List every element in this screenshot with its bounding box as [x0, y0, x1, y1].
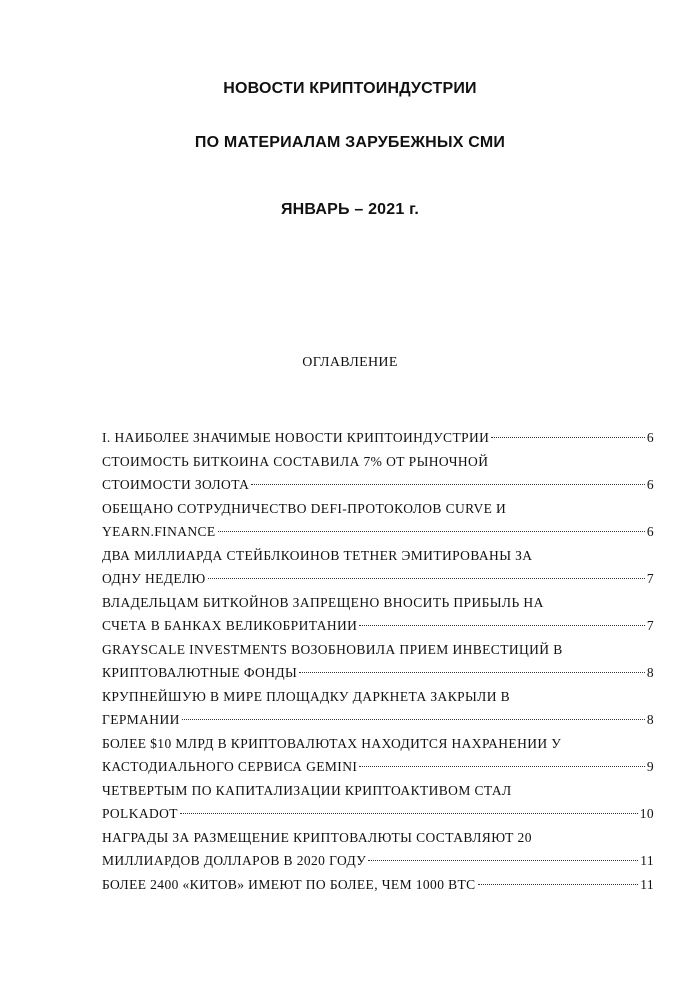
- toc-entry-line: [102, 567, 654, 590]
- dot-leader: [359, 765, 645, 767]
- toc-entry-title-line: ДВА МИЛЛИАРДА СТЕЙБЛКОИНОВ TETHER ЭМИТИРОВАНЫ ЗА: [102, 548, 533, 563]
- toc-entry-title-line: ОБЕЩАНО СОТРУДНИЧЕСТВО DEFI-ПРОТОКОЛОВ CURVE И: [102, 501, 507, 516]
- toc-heading: ОГЛАВЛЕНИЕ: [302, 355, 398, 370]
- toc-entry-line: [102, 661, 654, 684]
- toc-page-number: 6: [646, 524, 654, 539]
- toc-entry-line: [102, 755, 654, 778]
- toc-page-number: 6: [646, 477, 654, 492]
- toc-page-number: 7: [646, 571, 654, 586]
- toc-entry-title: YEARN.FINANCE: [102, 524, 216, 539]
- toc-page-number: 8: [646, 665, 654, 680]
- toc-entry-line: [102, 849, 654, 872]
- toc-entry-title-line: ВЛАДЕЛЬЦАМ БИТКОЙНОВ ЗАПРЕЩЕНО ВНОСИТЬ ПРИБЫЛЬ НА: [102, 595, 544, 610]
- toc-entry-title: I. НАИБОЛЕЕ ЗНАЧИМЫЕ НОВОСТИ КРИПТОИНДУСТРИИ: [102, 430, 490, 445]
- toc-entry-title: POLKADOT: [102, 806, 178, 821]
- toc-entry-title: БОЛЕЕ 2400 «КИТОВ» ИМЕЮТ ПО БОЛЕЕ, ЧЕМ 1000 BTC: [102, 877, 476, 892]
- dot-leader: [359, 624, 645, 626]
- toc-page-number: 6: [646, 430, 654, 445]
- toc-entry-title-line: БОЛЕЕ $10 МЛРД В КРИПТОВАЛЮТАХ НАХОДИТСЯ НАХРАНЕНИИ У: [102, 736, 562, 751]
- toc-entry-title: ОДНУ НЕДЕЛЮ: [102, 571, 206, 586]
- toc-entry[interactable]: [102, 638, 654, 684]
- dot-leader: [368, 859, 638, 861]
- toc-entry-title: СЧЕТА В БАНКАХ ВЕЛИКОБРИТАНИИ: [102, 618, 358, 633]
- toc-page-number: 10: [639, 806, 654, 821]
- toc-entry-title-line: НАГРАДЫ ЗА РАЗМЕЩЕНИЕ КРИПТОВАЛЮТЫ СОСТАВЛЯЮТ 20: [102, 830, 532, 845]
- toc-page-number: 8: [646, 712, 654, 727]
- toc-entry-title-line: КРУПНЕЙШУЮ В МИРЕ ПЛОЩАДКУ ДАРКНЕТА ЗАКРЫЛИ В: [102, 689, 511, 704]
- dot-leader: [299, 671, 645, 673]
- dot-leader: [251, 483, 645, 485]
- dot-leader: [182, 718, 645, 720]
- dot-leader: [180, 812, 638, 814]
- toc-entry-line: [102, 802, 654, 825]
- toc-entry[interactable]: [102, 497, 654, 543]
- dot-leader: [478, 883, 639, 885]
- dot-leader: [218, 530, 645, 532]
- toc-entry[interactable]: [102, 544, 654, 590]
- dot-leader: [491, 436, 645, 438]
- toc-entry-line: [102, 426, 654, 449]
- toc-entry[interactable]: [102, 685, 654, 731]
- toc-entry[interactable]: [102, 591, 654, 637]
- dot-leader: [208, 577, 645, 579]
- toc-entry[interactable]: [102, 873, 654, 896]
- toc-page-number: 11: [640, 877, 654, 892]
- toc-entry-title: СТОИМОСТИ ЗОЛОТА: [102, 477, 250, 492]
- toc-entry[interactable]: [102, 426, 654, 449]
- toc-entry-title: КАСТОДИАЛЬНОГО СЕРВИСА GEMINI: [102, 759, 358, 774]
- toc-entry[interactable]: [102, 779, 654, 825]
- toc-entry[interactable]: [102, 450, 654, 496]
- document-subtitle: ПО МАТЕРИАЛАМ ЗАРУБЕЖНЫХ СМИ: [194, 134, 506, 151]
- toc-entry-line: [102, 708, 654, 731]
- toc-entry-line: [102, 873, 654, 896]
- toc-entry-line: [102, 614, 654, 637]
- toc-entry-line: [102, 473, 654, 496]
- toc-entry-title: ГЕРМАНИИ: [102, 712, 180, 727]
- toc-entry-title: КРИПТОВАЛЮТНЫЕ ФОНДЫ: [102, 665, 298, 680]
- toc-entry[interactable]: [102, 732, 654, 778]
- document-title: НОВОСТИ КРИПТОИНДУСТРИИ: [223, 80, 477, 97]
- document-period: ЯНВАРЬ – 2021 г.: [280, 201, 420, 218]
- toc-page-number: 11: [640, 853, 654, 868]
- toc-entry-title-line: ЧЕТВЕРТЫМ ПО КАПИТАЛИЗАЦИИ КРИПТОАКТИВОМ СТАЛ: [102, 783, 512, 798]
- toc-entry-title-line: GRAYSCALE INVESTMENTS ВОЗОБНОВИЛА ПРИЕМ ИНВЕСТИЦИЙ В: [102, 642, 563, 657]
- toc-entry[interactable]: [102, 826, 654, 872]
- toc-page-number: 7: [646, 618, 654, 633]
- toc-entry-title: МИЛЛИАРДОВ ДОЛЛАРОВ В 2020 ГОДУ: [102, 853, 367, 868]
- toc-page-number: 9: [646, 759, 654, 774]
- toc-entry-line: [102, 520, 654, 543]
- toc-entry-title-line: СТОИМОСТЬ БИТКОИНА СОСТАВИЛА 7% ОТ РЫНОЧНОЙ: [102, 454, 489, 469]
- table-of-contents: [102, 426, 654, 897]
